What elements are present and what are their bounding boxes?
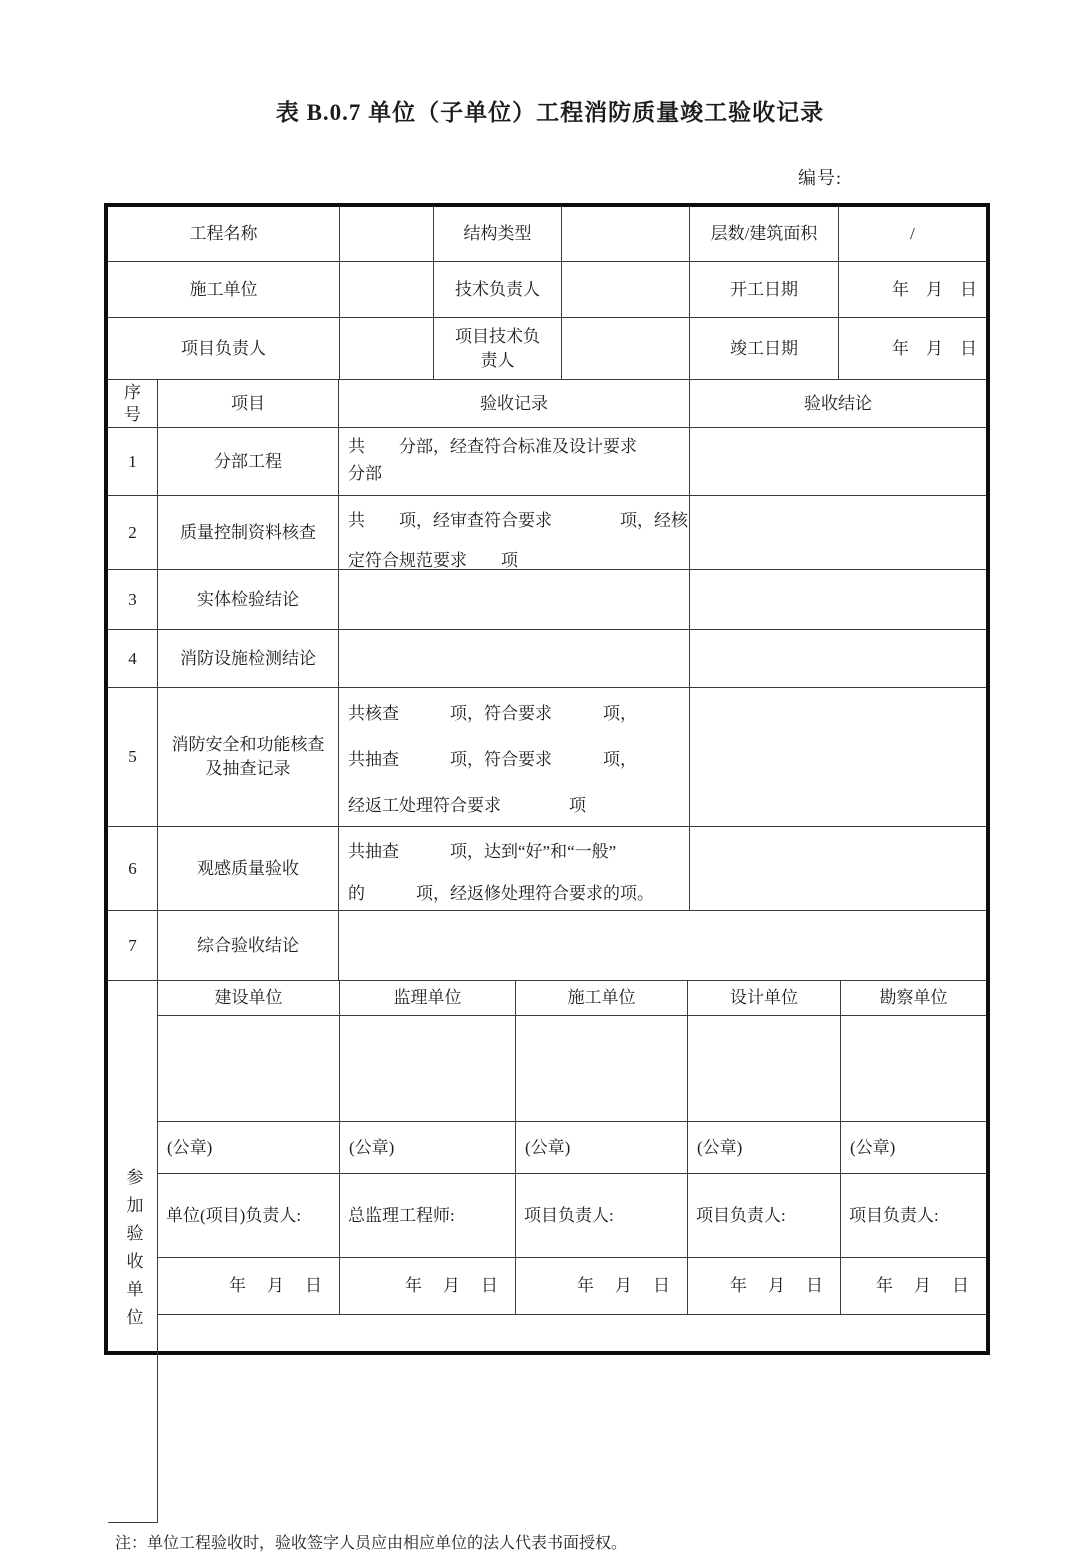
unit-sign-date: 年 月 日: [340, 1258, 516, 1315]
item-name: 观感质量验收: [158, 827, 339, 911]
unit-signer-label: 单位(项目)负责人:: [158, 1174, 340, 1258]
participants-blank-row: [158, 1016, 986, 1122]
item-row-3: [108, 570, 986, 630]
info-row-project-leader: [108, 318, 986, 380]
participants-seal-row: [158, 1122, 986, 1174]
unit-blank-cell: [340, 1016, 516, 1122]
item-no: 2: [108, 496, 158, 570]
unit-seal-label: (公章): [688, 1122, 841, 1174]
info-label-floors-area: 层数/建筑面积: [690, 207, 839, 262]
info-value-technical-director: [562, 262, 690, 318]
participants-date-row: [158, 1258, 986, 1315]
info-row-project: [108, 207, 986, 262]
unit-header-supervision: 监理单位: [340, 981, 516, 1016]
acceptance-record-table: [104, 203, 990, 1552]
unit-sign-date: 年 月 日: [516, 1258, 688, 1315]
item-record: [339, 688, 690, 827]
info-label-construction-unit: 施工单位: [108, 262, 340, 318]
unit-header-construction-owner: 建设单位: [158, 981, 340, 1016]
item-conclusion: [690, 570, 986, 630]
info-row-constructor: [108, 262, 986, 318]
item-no: 7: [108, 911, 158, 981]
info-value-project-name: [340, 207, 434, 262]
item-no: 5: [108, 688, 158, 827]
item-merged-conclusion: [339, 911, 986, 981]
item-record: [339, 827, 690, 911]
unit-blank-cell: [841, 1016, 986, 1122]
form-number-label: 编号:: [798, 168, 843, 188]
unit-header-design: 设计单位: [688, 981, 841, 1016]
record-line: 共抽查 项，符合要求 项，: [348, 750, 637, 769]
participants-header-row: [158, 981, 986, 1016]
unit-sign-date: 年 月 日: [841, 1258, 986, 1315]
unit-signer-label: 项目负责人:: [516, 1174, 688, 1258]
info-label-start-date: 开工日期: [690, 262, 839, 318]
participants-section: [108, 981, 986, 1523]
info-label-structure-type: 结构类型: [434, 207, 562, 262]
info-value-project-tech-leader: [562, 318, 690, 380]
info-label-completion-date: 竣工日期: [690, 318, 839, 380]
info-value-completion-date: 年 月 日: [839, 318, 986, 380]
record-line: 共抽查 项，达到“好”和“一般”: [348, 842, 617, 861]
item-conclusion: [690, 630, 986, 688]
item-record: [339, 428, 690, 496]
item-name: 质量控制资料核查: [158, 496, 339, 570]
page-title: 表 B.0.7 单位（子单位）工程消防质量竣工验收记录: [275, 100, 825, 125]
item-row-4: [108, 630, 986, 688]
info-label-technical-director: 技术负责人: [434, 262, 562, 318]
unit-blank-cell: [158, 1016, 340, 1122]
unit-blank-cell: [516, 1016, 688, 1122]
item-record: [339, 570, 690, 630]
unit-signer-label: 项目负责人:: [841, 1174, 986, 1258]
unit-header-survey: 勘察单位: [841, 981, 986, 1016]
item-no: 4: [108, 630, 158, 688]
item-no: 1: [108, 428, 158, 496]
record-line: 共 项，经审查符合要求 项，经核: [348, 511, 688, 530]
record-line: 分部: [348, 464, 382, 483]
item-conclusion: [690, 688, 986, 827]
record-line: 共 分部，经查符合标准及设计要求: [348, 437, 637, 456]
item-row-1: [108, 428, 986, 496]
participants-grid: [158, 981, 986, 1523]
info-value-structure-type: [562, 207, 690, 262]
info-label-project-tech-leader: 项目技术负责人: [434, 318, 562, 380]
header-acceptance-conclusion: 验收结论: [690, 380, 986, 428]
item-name: 综合验收结论: [158, 911, 339, 981]
info-value-construction-unit: [340, 262, 434, 318]
item-row-2: [108, 496, 986, 570]
participants-side-label: 参加验收单位: [123, 1167, 143, 1336]
item-conclusion: [690, 496, 986, 570]
item-record: [339, 496, 690, 570]
info-value-floors-area: /: [839, 207, 986, 262]
header-serial-no: 序号: [108, 380, 158, 428]
item-no: 3: [108, 570, 158, 630]
info-label-project-leader: 项目负责人: [108, 318, 340, 380]
header-item: 项目: [158, 380, 339, 428]
participants-side-cell: [108, 981, 158, 1523]
record-line: 经返工处理符合要求 项: [348, 796, 586, 815]
record-line: 定符合规范要求 项: [348, 551, 518, 570]
record-line: 的 项，经返修处理符合要求的项。: [348, 884, 654, 903]
record-line: 共核查 项，符合要求 项，: [348, 704, 637, 723]
unit-blank-cell: [688, 1016, 841, 1122]
item-name: 实体检验结论: [158, 570, 339, 630]
unit-sign-date: 年 月 日: [158, 1258, 340, 1315]
unit-signer-label: 项目负责人:: [688, 1174, 841, 1258]
unit-signer-label: 总监理工程师:: [340, 1174, 516, 1258]
info-value-start-date: 年 月 日: [839, 262, 986, 318]
unit-seal-label: (公章): [841, 1122, 986, 1174]
item-row-7: [108, 911, 986, 981]
item-row-6: [108, 827, 986, 911]
unit-seal-label: (公章): [340, 1122, 516, 1174]
item-record: [339, 630, 690, 688]
item-row-5: [108, 688, 986, 827]
header-acceptance-record: 验收记录: [339, 380, 690, 428]
unit-seal-label: (公章): [158, 1122, 340, 1174]
item-conclusion: [690, 428, 986, 496]
item-no: 6: [108, 827, 158, 911]
participants-signer-row: [158, 1174, 986, 1258]
unit-sign-date: 年 月 日: [688, 1258, 841, 1315]
unit-header-construction: 施工单位: [516, 981, 688, 1016]
footnote: 注：单位工程验收时，验收签字人员应由相应单位的法人代表书面授权。: [115, 1534, 628, 1552]
info-value-project-leader: [340, 318, 434, 380]
item-name: 分部工程: [158, 428, 339, 496]
items-header-row: [108, 380, 986, 428]
item-name: 消防安全和功能核查及抽查记录: [158, 688, 339, 827]
item-conclusion: [690, 827, 986, 911]
info-label-project-name: 工程名称: [108, 207, 340, 262]
unit-seal-label: (公章): [516, 1122, 688, 1174]
item-name: 消防设施检测结论: [158, 630, 339, 688]
